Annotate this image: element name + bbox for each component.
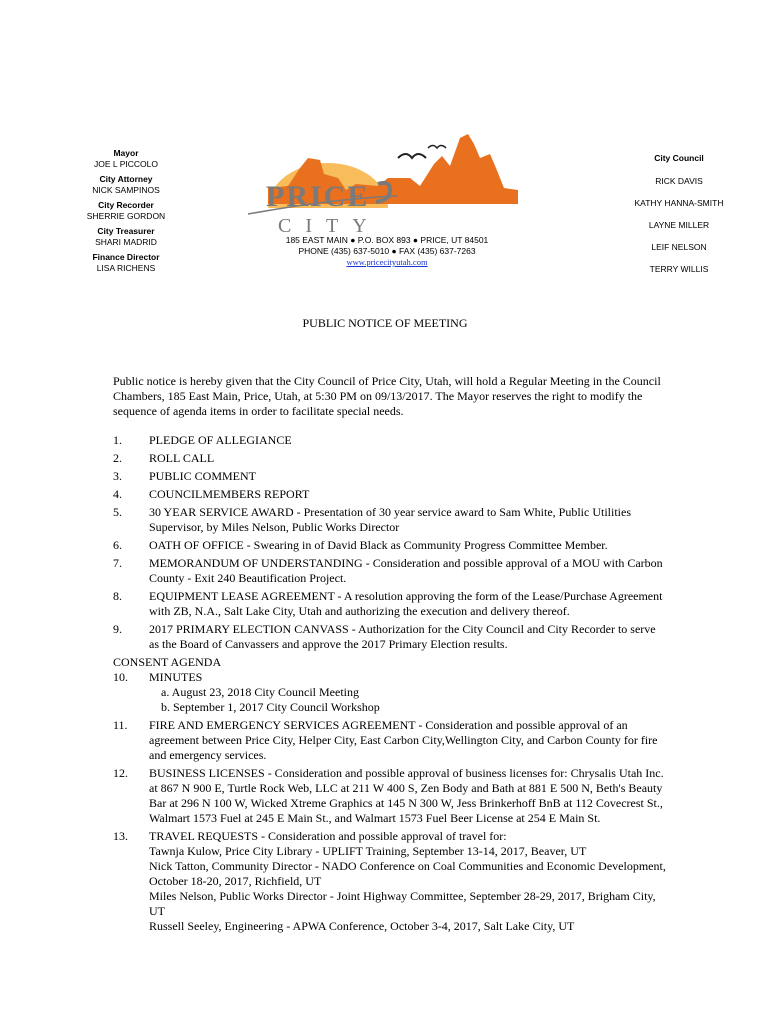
travel-line: Tawnja Kulow, Price City Library - UPLIFT Training, September 13-14, 2017, Beaver, UT [149, 844, 587, 858]
agenda-item-number: 6. [113, 538, 122, 552]
agenda-item-text: MINUTES [149, 670, 203, 684]
agenda-item [113, 538, 668, 553]
bird-icon [398, 154, 426, 158]
agenda-item [113, 487, 668, 502]
agenda-item-minutes [113, 670, 668, 715]
agenda-item-number: 13. [113, 829, 128, 843]
council-member: LEIF NELSON [651, 242, 707, 252]
council-member: LAYNE MILLER [648, 220, 710, 230]
official-role: City Attorney [99, 174, 153, 184]
official-city-recorder [70, 200, 182, 222]
agenda-item-number: 3. [113, 469, 122, 483]
agenda-item-text: PLEDGE OF ALLEGIANCE [149, 433, 292, 447]
official-city-attorney [70, 174, 182, 196]
official-finance-director [70, 252, 182, 274]
official-mayor [70, 148, 182, 170]
official-name: LISA RICHENS [96, 263, 156, 273]
official-name: JOE L PICCOLO [94, 159, 158, 169]
agenda-item [113, 622, 668, 652]
website-link[interactable]: www.pricecityutah.com [346, 257, 428, 267]
agenda-item-text: COUNCILMEMBERS REPORT [149, 487, 310, 501]
agenda-item-body [149, 829, 668, 934]
notice-title: PUBLIC NOTICE OF MEETING [302, 316, 468, 330]
agenda-item [113, 718, 668, 763]
address-block [262, 235, 512, 268]
travel-line: Miles Nelson, Public Works Director - Joint Highway Committee, September 28-29, 2017, Brigham City, UT [149, 889, 656, 918]
bird-icon [428, 146, 446, 149]
agenda-item-number: 7. [113, 556, 122, 570]
minutes-subitem: a. August 23, 2018 City Council Meeting [161, 685, 359, 699]
official-role: City Treasurer [97, 226, 155, 236]
agenda-item-number: 5. [113, 505, 122, 519]
minutes-subitem: b. September 1, 2017 City Council Workshop [161, 700, 380, 714]
phone-fax-line: PHONE (435) 637-5010 ● FAX (435) 637-7263 [298, 246, 476, 256]
agenda-item-text: MEMORANDUM OF UNDERSTANDING - Consideration and possible approval of a MOU with Carbon County - Exit 240 Beautification Project. [149, 556, 663, 585]
logo-city-text: CITY [278, 215, 381, 237]
agenda-item-text: FIRE AND EMERGENCY SERVICES AGREEMENT - Consideration and possible approval of an agreement between Price City, Helper City, East Carbon City,Wellington City, and Carbon County for fire and emergency services. [149, 718, 658, 762]
agenda-item-text: PUBLIC COMMENT [149, 469, 257, 483]
intro-paragraph: Public notice is hereby given that the City Council of Price City, Utah, will hold a Regular Meeting in the Council Chambers, 185 East Main, Price, Utah, at 5:30 PM on 09/13/2017. The Mayor reserves the right to modify the sequence of agenda items in order to facilitate special needs. [113, 374, 661, 418]
agenda-item-number: 12. [113, 766, 128, 780]
agenda-item-number: 11. [113, 718, 128, 732]
official-name: SHARI MADRID [95, 237, 157, 247]
travel-line: Nick Tatton, Community Director - NADO Conference on Coal Communities and Economic Development, October 18-20, 2017, Richfield, UT [149, 859, 666, 888]
agenda-item [113, 433, 668, 448]
officials-list [70, 148, 182, 278]
agenda-item [113, 451, 668, 466]
agenda-item-number: 8. [113, 589, 122, 603]
agenda-item-text: OATH OF OFFICE - Swearing in of David Black as Community Progress Committee Member. [149, 538, 608, 552]
city-council-title: City Council [654, 153, 704, 163]
official-city-treasurer [70, 226, 182, 248]
agenda-item [113, 469, 668, 484]
official-name: SHERRIE GORDON [86, 211, 166, 221]
agenda-items-group [113, 718, 668, 826]
logo-price-text: PRICE [266, 180, 370, 213]
official-role: Finance Director [92, 252, 160, 262]
official-role: Mayor [113, 148, 139, 158]
agenda-item-text: 2017 PRIMARY ELECTION CANVASS - Authorization for the City Council and City Recorder to serve as the Board of Canvassers and approve the 2017 Primary Election results. [149, 622, 656, 651]
price-city-logo [228, 128, 528, 238]
council-member: RICK DAVIS [655, 176, 703, 186]
address-line: 185 EAST MAIN ● P.O. BOX 893 ● PRICE, UT 84501 [285, 235, 489, 245]
agenda-item-text: 30 YEAR SERVICE AWARD - Presentation of 30 year service award to Sam White, Public Utilities Supervisor, by Miles Nelson, Public Works Director [149, 505, 631, 534]
council-member: TERRY WILLIS [649, 264, 709, 274]
agenda-items-group [113, 433, 668, 652]
official-role: City Recorder [98, 200, 154, 210]
agenda-item-number: 4. [113, 487, 122, 501]
agenda-list [113, 433, 668, 937]
agenda-item-travel [113, 829, 668, 934]
agenda-item-text: ROLL CALL [149, 451, 215, 465]
agenda-item-text: BUSINESS LICENSES - Consideration and possible approval of business licenses for: Chrysalis Utah Inc. at 867 N 900 E, Turtle Rock Web, LLC at 211 W 400 S, Zen Body and Bath at 881 E 500 N, Beth's Beauty Bar at 296 N 100 W, Wicked Xtreme Graphics at 145 N 300 W, Jess Brinkerhoff BnB at 112 Covecrest St., Walmart 1573 Fuel at 245 E Main St., and Walmart 1573 Fuel Beer License at 254 E Main St. [149, 766, 664, 825]
agenda-item-number: 2. [113, 451, 122, 465]
travel-line: Russell Seeley, Engineering - APWA Conference, October 3-4, 2017, Salt Lake City, UT [149, 919, 575, 933]
agenda-item [113, 589, 668, 619]
agenda-item-body [149, 670, 668, 715]
agenda-item [113, 505, 668, 535]
agenda-item-text: EQUIPMENT LEASE AGREEMENT - A resolution approving the form of the Lease/Purchase Agreement with ZB, N.A., Salt Lake City, Utah and authorizing the execution and delivery thereof. [149, 589, 663, 618]
agenda-item [113, 556, 668, 586]
city-council-list [618, 153, 740, 286]
council-member: KATHY HANNA-SMITH [634, 198, 724, 208]
consent-agenda-label: CONSENT AGENDA [113, 655, 222, 669]
official-name: NICK SAMPINOS [92, 185, 160, 195]
agenda-item [113, 766, 668, 826]
agenda-item-number: 9. [113, 622, 122, 636]
agenda-item-number: 1. [113, 433, 122, 447]
agenda-item-text: TRAVEL REQUESTS - Consideration and possible approval of travel for: [149, 829, 507, 843]
agenda-item-number: 10. [113, 670, 128, 684]
